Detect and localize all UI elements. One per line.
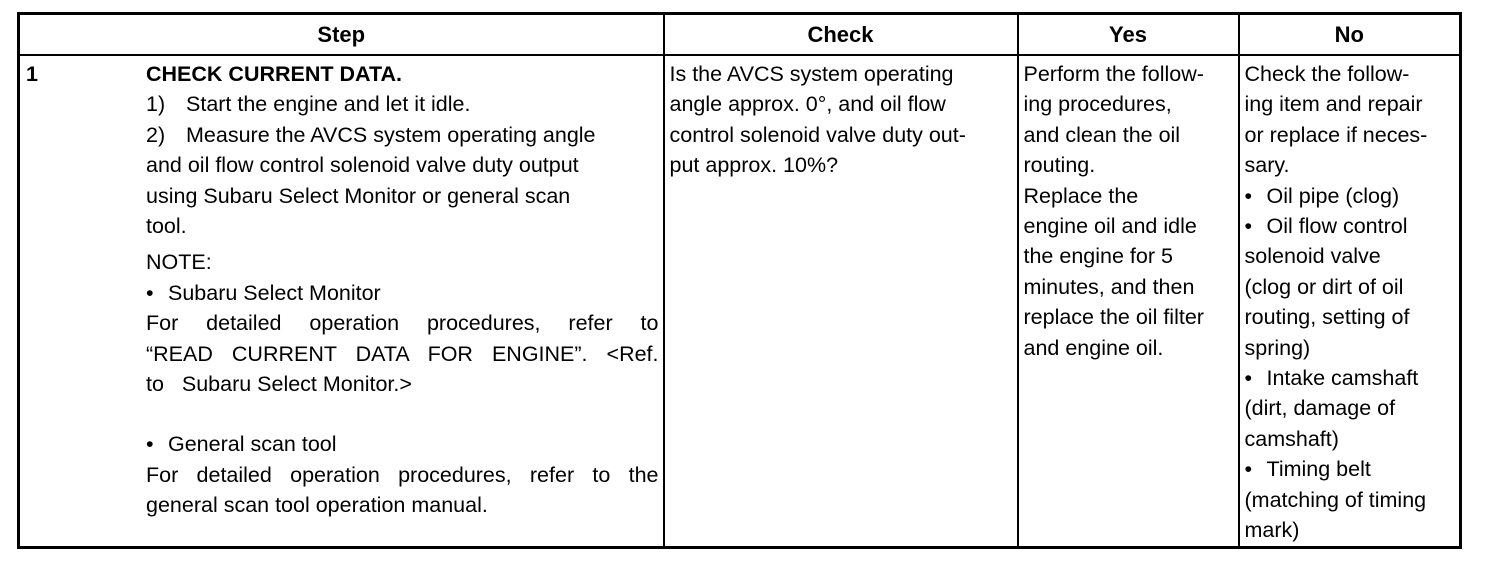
note-bullet-1-text-a: For detailed operation procedures, refer to [146,311,659,336]
note-label: NOTE: [146,250,212,275]
no-line-4: sary. [1244,153,1290,178]
note-bullet-2: • General scan tool [146,429,659,459]
yes-line-4: routing. [1023,153,1096,178]
no-bullet-3-line-2: (dirt, damage of [1244,396,1396,421]
diagnostic-table [17,12,1462,549]
no-bullet-2-line-3: (clog or dirt of oil [1244,274,1404,299]
header-step: Step [19,14,664,56]
no-bullet-4: • Timing belt [1245,454,1456,484]
step-item-1-num: 1) [146,92,166,117]
no-bullet-2-line-2: solenoid valve [1244,244,1381,269]
note-bullet-2-text-a: For detailed operation procedures, refer to the [146,462,659,487]
note-bullet-1-text-b: “READ CURRENT DATA FOR ENGINE”. <Ref. [146,341,659,366]
no-bullet-4-line-2: (matching of timing [1244,487,1427,512]
header-row [19,14,1461,56]
step-item-1 [146,89,659,119]
note-bullet-1: • Subaru Select Monitor [146,278,659,308]
yes-line-1: Perform the follow- [1023,62,1204,86]
no-bullet-1: • Oil pipe (clog) [1245,181,1456,211]
step-item-2-text-a: Measure the AVCS system operating angle [186,122,596,147]
step-item-2 [146,120,659,150]
yes-cell [1018,55,1239,547]
yes-line-8: minutes, and then [1023,274,1195,299]
check-line-3: control solenoid valve duty out- [669,122,966,147]
no-bullet-4-line-3: mark) [1244,518,1300,543]
yes-line-7: the engine for 5 [1023,244,1173,269]
no-line-2: ing item and repair [1244,92,1423,117]
step-title: CHECK CURRENT DATA. [146,62,402,86]
header-yes: Yes [1018,14,1239,56]
header-check: Check [664,14,1018,56]
yes-line-6: engine oil and idle [1023,214,1197,239]
step-item-2-text-b: and oil flow control solenoid valve duty output [146,153,579,178]
yes-line-5: Replace the [1023,183,1139,208]
no-bullet-2-line-5: spring) [1244,335,1311,360]
note-bullet-1-text-c: to Subaru Select Monitor.> [146,372,412,397]
step-item-1-text: Start the engine and let it idle. [186,92,471,117]
no-line-3: or replace if neces- [1244,122,1428,147]
check-line-4: put approx. 10%? [669,153,839,178]
yes-line-10: and engine oil. [1023,335,1164,360]
no-bullet-2: • Oil flow control [1245,211,1456,241]
step-item-2-num: 2) [146,122,166,147]
table-row [19,55,1461,547]
no-bullet-3-line-3: camshaft) [1244,426,1339,451]
no-bullet-2-line-4: routing, setting of [1244,305,1410,330]
check-cell [664,55,1018,547]
check-line-2: angle approx. 0°, and oil flow [669,92,946,117]
no-cell [1239,55,1461,547]
step-number: 1 [26,62,38,86]
step-body [140,56,663,521]
step-item-2-text-d: tool. [146,214,187,239]
note-bullet-2-text-b: general scan tool operation manual. [146,493,488,518]
yes-line-9: replace the oil filter [1023,305,1204,330]
header-no: No [1239,14,1461,56]
check-line-1: Is the AVCS system operating [669,62,954,86]
no-line-1: Check the follow- [1244,62,1410,86]
yes-line-2: ing procedures, [1023,92,1172,117]
step-cell [19,55,664,547]
step-item-2-text-c: using Subaru Select Monitor or general scan [146,183,571,208]
no-bullet-3: • Intake camshaft [1245,363,1456,393]
yes-line-3: and clean the oil [1023,122,1181,147]
